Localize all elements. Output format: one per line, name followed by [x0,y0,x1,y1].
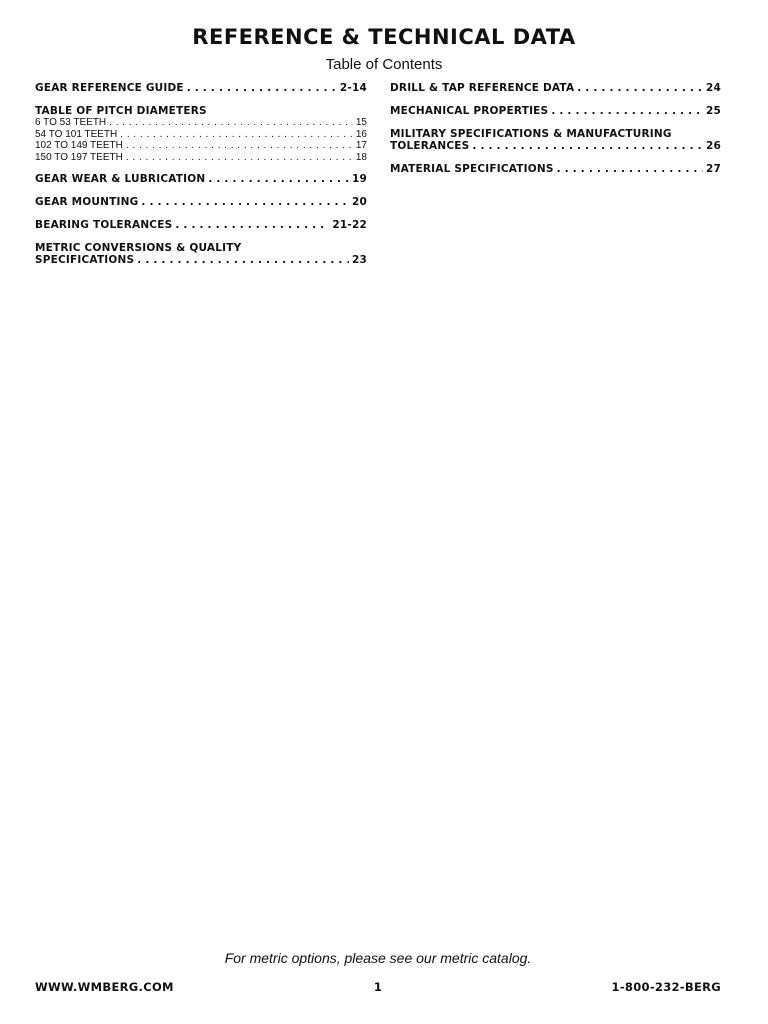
metric-catalog-note: For metric options, please see our metric catalog. [224,950,532,966]
dot-leader [577,82,703,94]
toc-entry-page: 25 [705,105,721,117]
footer-phone: 1-800-232-BERG [611,980,721,994]
dot-leader [126,140,353,152]
toc-entry-metric-conversions[interactable] [35,242,367,266]
toc-entry-page: 21-22 [332,219,367,231]
toc-entry-gear-wear[interactable] [35,173,367,185]
toc-entry-gear-reference-guide[interactable] [35,82,367,94]
toc-entry-page: 2-14 [339,82,367,94]
toc-subentry-label: 102 TO 149 TEETH [35,140,123,151]
toc-subentry-150-to-197[interactable] [35,152,367,164]
toc-entry-page: 23 [351,254,367,266]
toc-subentry-page: 16 [355,128,367,140]
dot-leader [126,152,353,164]
toc-subentry-54-to-101[interactable] [35,129,367,141]
footer-page-number: 1 [373,980,383,994]
toc-entry-mechanical-properties[interactable] [390,105,721,117]
toc-entry-label: GEAR WEAR & LUBRICATION [35,173,206,185]
toc-subentry-label: 6 TO 53 TEETH [35,117,107,128]
toc-entry-page: 19 [351,173,367,185]
dot-leader [472,140,703,152]
footer-website-link[interactable]: WWW.WMBERG.COM [35,980,174,994]
toc-entry-gear-mounting[interactable] [35,196,367,208]
toc-entry-label: GEAR MOUNTING [35,196,139,208]
toc-entry-label-line1: METRIC CONVERSIONS & QUALITY [35,242,242,254]
dot-leader [120,129,353,141]
dot-leader [137,254,349,266]
toc-entry-page: 27 [705,163,721,175]
dot-leader [187,82,337,94]
toc-entry-page: 20 [351,196,367,208]
page-subtitle: Table of Contents [325,56,443,73]
toc-subentry-6-to-53[interactable] [35,117,367,129]
toc-entry-label: MECHANICAL PROPERTIES [390,105,549,117]
toc-entry-label: GEAR REFERENCE GUIDE [35,82,184,94]
toc-subentry-102-to-149[interactable] [35,140,367,152]
toc-left-column [35,82,367,277]
toc-entry-label-line2: SPECIFICATIONS [35,254,135,266]
toc-entry-page: 24 [705,82,721,94]
toc-entry-material-specs[interactable] [390,163,721,175]
dot-leader [557,163,703,175]
toc-entry-drill-tap[interactable] [390,82,721,94]
dot-leader [109,117,353,129]
toc-right-column [390,82,721,186]
toc-subentry-page: 17 [355,140,367,151]
toc-entry-label: MATERIAL SPECIFICATIONS [390,163,554,175]
dot-leader [551,105,703,117]
toc-entry-label: BEARING TOLERANCES [35,219,173,231]
toc-entry-label-line1: MILITARY SPECIFICATIONS & MANUFACTURING [390,128,672,140]
toc-entry-page: 26 [705,140,721,152]
toc-group-heading: TABLE OF PITCH DIAMETERS [35,105,207,117]
page-title: REFERENCE & TECHNICAL DATA [192,25,576,49]
toc-subentry-label: 150 TO 197 TEETH [35,151,123,163]
dot-leader [175,219,329,231]
toc-subentry-page: 15 [355,117,367,128]
dot-leader [208,173,349,185]
toc-entry-military-specs[interactable] [390,128,721,152]
toc-entry-label: DRILL & TAP REFERENCE DATA [390,82,575,94]
toc-subentry-label: 54 TO 101 TEETH [35,128,118,140]
toc-entry-bearing-tolerances[interactable] [35,219,367,231]
toc-entry-label-line2: TOLERANCES [390,140,470,152]
toc-group-pitch-diameters [35,105,367,163]
dot-leader [141,196,349,208]
toc-subentry-page: 18 [355,151,367,163]
